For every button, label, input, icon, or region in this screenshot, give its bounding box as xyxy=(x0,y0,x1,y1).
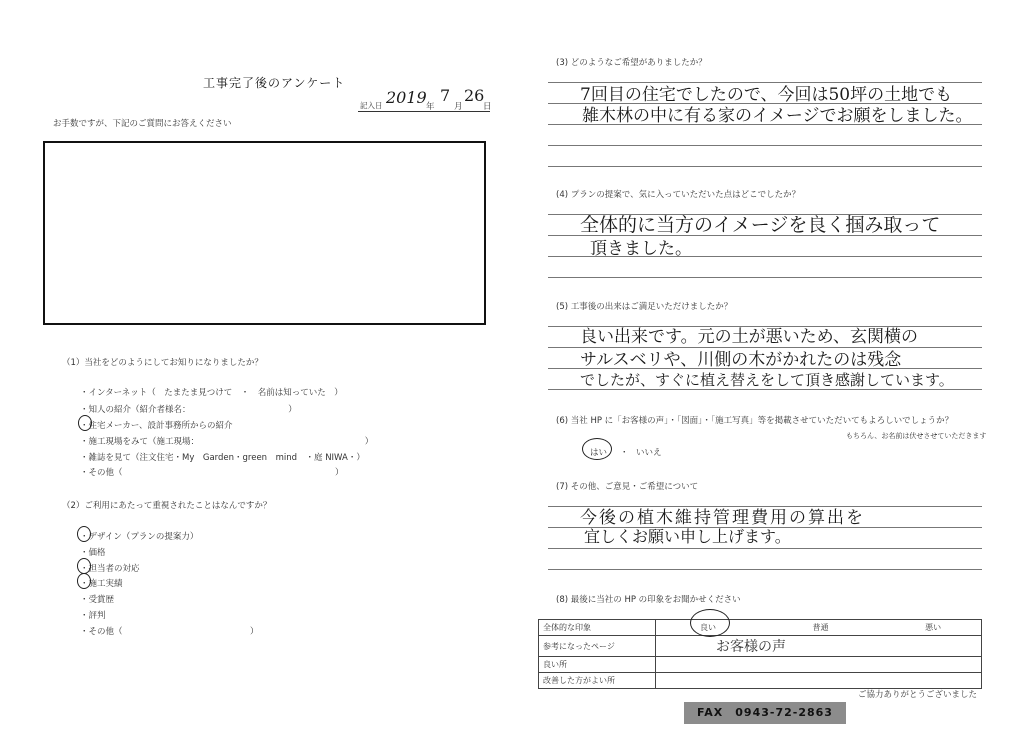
q2-option: ・その他（ ） xyxy=(80,627,259,637)
option-normal: 普通 xyxy=(812,623,829,632)
row-value xyxy=(656,657,982,673)
row-value xyxy=(656,673,982,689)
q6-separator: ・ xyxy=(620,448,629,458)
q2-check-mark xyxy=(77,526,91,542)
q1-option: ・その他（ ） xyxy=(80,468,344,478)
q6-yes-circle xyxy=(582,438,612,460)
q7-answer-line: 今後の植木維持管理費用の算出を xyxy=(580,508,865,528)
row-label: 参考になったページ xyxy=(539,636,656,657)
intro-text: お手数ですが、下記のご質問にお答えください xyxy=(53,119,232,129)
q6-title: (6) 当社 HP に「お客様の声」・「図面」・「施工写真」等を掲載させていただいてもよろしいでしょうか？ xyxy=(556,416,954,426)
q1-option: ・知人の紹介（紹介者様名： ） xyxy=(80,405,297,415)
date-month: 7 xyxy=(440,86,451,105)
q2-title: （2）ご利用にあたって重視されたことはなんですか？ xyxy=(62,501,272,511)
q4-title: (4) プランの提案で、気に入っていただいた点はどこでしたか？ xyxy=(556,190,801,200)
q7-title: (7) その他、ご意見・ご希望について xyxy=(556,482,699,492)
thanks-text: ご協力ありがとうございました xyxy=(858,690,978,700)
q1-title: （1）当社をどのようにしてお知りになりましたか？ xyxy=(62,358,263,368)
q2-option: ・受賞歴 xyxy=(80,595,115,605)
date-month-unit: 月 xyxy=(454,102,463,112)
date-year-unit: 年 xyxy=(426,102,435,112)
row-label: 全体的な印象 xyxy=(539,620,656,636)
q2-option: ・価格 xyxy=(80,548,106,558)
q3-answer-line: 雑木林の中に有る家のイメージでお願をしました。 xyxy=(582,106,973,126)
q4-answer-line: 全体的に当方のイメージを良く掴み取って xyxy=(580,214,941,236)
q2-option: ・担当者の対応 xyxy=(80,564,140,574)
redacted-box xyxy=(43,141,486,325)
q5-answer-line: でしたが、すぐに植え替えをして頂き感謝しています。 xyxy=(580,371,954,389)
q2-option: ・施工実績 xyxy=(80,579,123,589)
date-day: 26 xyxy=(464,86,485,105)
q5-answer-line: 良い出来です。元の土が悪いため、玄関横の xyxy=(580,327,918,347)
q6-note: もちろん、お名前は伏せさせていただきます xyxy=(846,432,987,440)
row-label: 改善した方がよい所 xyxy=(539,673,656,689)
q2-check-mark xyxy=(77,558,91,574)
q8-title: (8) 最後に当社の HP の印象をお聞かせください xyxy=(556,595,741,605)
q6-no: いいえ xyxy=(636,448,662,458)
q1-option: ・インターネット（ たまたま見つけて ・ 名前は知っていた ） xyxy=(80,388,343,398)
q6-yes: はい xyxy=(590,448,608,458)
fax-number: FAX 0943-72-2863 xyxy=(684,702,846,724)
q1-option: ・住宅メーカー、設計事務所からの紹介 xyxy=(80,421,233,431)
date-day-unit: 日 xyxy=(483,102,492,112)
q2-option: ・デザイン（プランの提案力） xyxy=(80,532,199,542)
q3-title: (3) どのようなご希望がありましたか？ xyxy=(556,58,707,68)
q1-option: ・雑誌を見て（注文住宅・My Garden・green mind ・庭 NIWA・） xyxy=(80,453,365,463)
good-circle xyxy=(690,609,730,637)
date-label: 記入日 xyxy=(360,101,383,110)
q7-answer-line: 宜しくお願い申し上げます。 xyxy=(584,527,791,546)
q2-check-mark xyxy=(77,573,91,589)
table-row xyxy=(539,673,982,689)
hp-impression-table xyxy=(538,619,982,689)
row-label: 良い所 xyxy=(539,657,656,673)
q4-answer-line: 頂きました。 xyxy=(590,239,692,259)
table-row xyxy=(539,657,982,673)
table-row xyxy=(539,636,982,657)
q1-option: ・施工現場をみて（施工現場： ） xyxy=(80,437,374,447)
option-good: 良い xyxy=(700,623,716,632)
date-year: 2019 xyxy=(386,88,427,107)
q5-title: (5) 工事後の出来はご満足いただけましたか？ xyxy=(556,302,733,312)
survey-title: 工事完了後のアンケート xyxy=(203,76,346,90)
q1-check-mark xyxy=(78,415,92,431)
option-bad: 悪い xyxy=(925,623,942,632)
date-underline xyxy=(358,111,490,112)
q5-answer-line: サルスベリや、川側の木がかれたのは残念 xyxy=(580,350,902,370)
table-row xyxy=(539,620,982,636)
row-value: お客様の声 xyxy=(656,636,982,657)
q2-option: ・評判 xyxy=(80,611,106,621)
q3-answer-line: 7回目の住宅でしたので、今回は50坪の土地でも xyxy=(580,85,953,105)
